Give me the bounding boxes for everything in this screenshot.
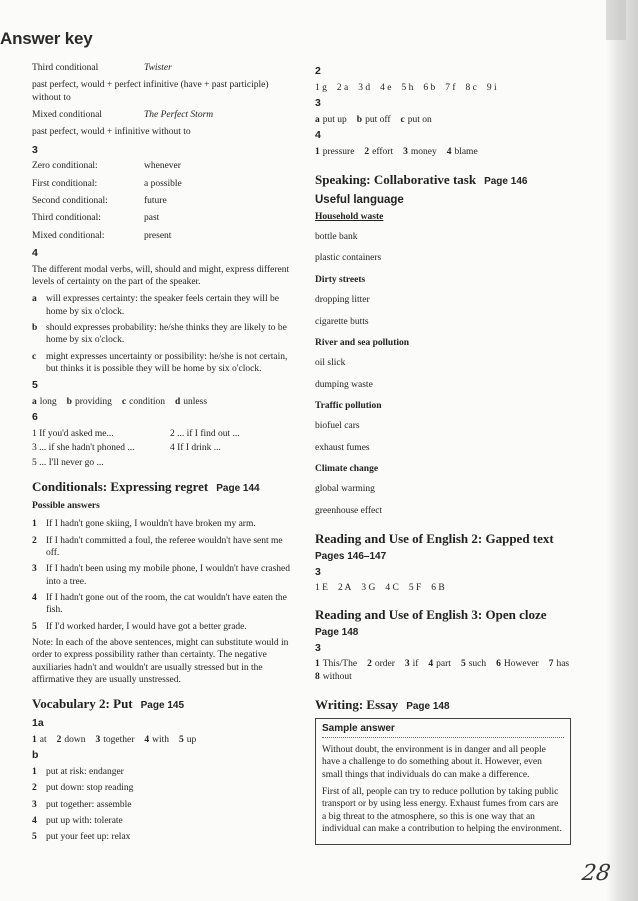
sample-paragraph: First of all, people can try to reduce pollution by taking public transport or by using less energy. Exhaust fumes from cars are a big threat to the atmosphere, so this is one way that an individual can make a contribution to helping the environment.: [322, 786, 562, 834]
list-item: [403, 146, 437, 158]
item-number: 1: [315, 146, 320, 157]
page-number: 28: [580, 861, 612, 886]
section-page: Pages 146–147: [315, 550, 387, 562]
group-heading: Climate change: [315, 463, 379, 474]
list-item: [367, 658, 395, 670]
item-number: 3: [32, 799, 37, 810]
exercise-number: 1a: [32, 717, 44, 730]
modal-intro: The different modal verbs, will, should and might, express different levels of certainty on the part of the speaker.: [32, 264, 290, 288]
item-number: 5: [460, 659, 466, 670]
answer-value: The Perfect Storm: [144, 110, 214, 121]
item-number: 3: [403, 146, 408, 157]
group-heading: Traffic pollution: [315, 400, 382, 411]
list-item: [447, 146, 478, 158]
list-item: global warming: [315, 484, 375, 495]
section-title: Conditionals: Expressing regret: [32, 479, 209, 495]
list-item: [57, 734, 86, 746]
list-item: [364, 146, 393, 158]
item-text: will expresses certainty: the speaker feels certain they will be home by six o'clock.: [46, 294, 279, 317]
section-page: Page 145: [140, 700, 185, 712]
list-item: [32, 322, 294, 347]
list-item: 1 E: [315, 583, 328, 594]
item-text: pressure: [322, 146, 355, 157]
list-item: [400, 114, 431, 126]
grammar-note: past perfect, would + infinitive without to: [32, 127, 191, 138]
item-number: 3: [404, 659, 410, 670]
exercise-number: 3: [32, 143, 38, 156]
answer-label: Zero conditional:: [32, 161, 98, 172]
item-letter: b: [32, 323, 38, 334]
section-title: Vocabulary 2: Put: [32, 696, 133, 712]
list-item: 4 C: [385, 583, 399, 594]
section-page: Page 148: [315, 626, 359, 638]
answer-row: [32, 109, 294, 121]
answer-list: [315, 82, 585, 94]
list-item: [32, 518, 294, 530]
list-item: [315, 671, 352, 683]
list-item: 7 f: [445, 82, 456, 93]
exercise-number: 2: [315, 65, 321, 77]
answer-row: [32, 195, 294, 207]
page-title: Answer key: [0, 29, 93, 48]
list-item: 5 h: [401, 82, 414, 93]
section-heading: [32, 479, 294, 496]
exercise-number: 6: [32, 411, 38, 424]
item-number: 4: [32, 593, 37, 604]
answer-label: First conditional:: [32, 178, 98, 189]
answer-label: Mixed conditional:: [32, 230, 105, 241]
item-text: without: [322, 671, 352, 682]
item-number: 3: [95, 735, 101, 746]
item-text: put your feet up: relax: [46, 832, 131, 843]
item-letter: a: [32, 294, 37, 305]
list-item: [357, 114, 391, 126]
group-heading: Dirty streets: [315, 274, 366, 285]
item-text: However: [503, 659, 539, 670]
answer-value: Twister: [144, 63, 172, 73]
item-text: together: [103, 735, 135, 746]
item-number: 1: [315, 659, 320, 670]
item-number: 2: [32, 535, 37, 546]
subheading: Useful language: [315, 193, 404, 206]
list-item: greenhouse effect: [315, 505, 383, 516]
list-item: [95, 734, 134, 746]
list-item: [549, 658, 569, 670]
list-item: 4 If I drink ...: [170, 443, 221, 454]
list-item: [32, 782, 294, 794]
item-letter: a: [315, 114, 320, 125]
list-item: [32, 621, 294, 633]
answer-value: a possible: [144, 178, 182, 189]
list-item: [32, 734, 47, 746]
item-text: If I hadn't gone skiing, I wouldn't have broken my arm.: [46, 519, 256, 530]
item-number: 1: [32, 519, 37, 530]
section-title: Reading and Use of English 2: Gapped text: [315, 530, 554, 546]
list-item: [32, 766, 294, 778]
sample-answer-heading: Sample answer: [322, 722, 564, 738]
item-number: 2: [367, 659, 372, 670]
group-heading: River and sea pollution: [315, 337, 410, 348]
list-item: oil slick: [315, 358, 346, 369]
exercise-number: 3: [315, 641, 321, 654]
item-text: If I'd worked harder, I would have got a better grade.: [46, 621, 247, 632]
list-item: [67, 396, 112, 408]
item-text: put down: stop reading: [46, 783, 134, 794]
list-item: plastic containers: [315, 253, 382, 264]
answer-value: whenever: [144, 161, 181, 172]
answer-row: [32, 212, 294, 224]
list-item: exhaust fumes: [315, 442, 370, 453]
list-item: 3 d: [358, 82, 371, 93]
item-number: 2: [364, 146, 370, 157]
list-item: biofuel cars: [315, 421, 360, 432]
item-text: such: [468, 659, 487, 670]
exercise-number: 5: [32, 379, 38, 392]
item-text: put up: [322, 114, 347, 125]
group-heading: Household waste: [315, 211, 384, 222]
item-text: This/The: [322, 659, 358, 670]
left-column: [32, 62, 294, 848]
section-heading: [315, 531, 585, 548]
list-item: 9 i: [486, 82, 497, 93]
answer-value: present: [144, 230, 172, 241]
section-page: Page 148: [406, 701, 450, 713]
list-item: 4 e: [380, 82, 392, 93]
answer-list: [315, 658, 585, 683]
answer-row: [32, 62, 294, 74]
sample-paragraph: Without doubt, the environment is in danger and all people have a challenge to do something about it. However, even small things that individuals do can make a difference.: [322, 744, 546, 780]
list-item: [179, 734, 196, 746]
item-letter: b: [66, 397, 72, 408]
item-letter: c: [121, 397, 127, 408]
item-letter: c: [32, 351, 37, 362]
item-text: unless: [183, 397, 208, 408]
answer-list: [32, 428, 294, 469]
item-text: put at risk: endanger: [46, 767, 124, 777]
item-text: part: [436, 659, 451, 670]
list-item: [461, 658, 486, 670]
item-text: blame: [454, 146, 478, 157]
item-text: put together: assemble: [46, 799, 132, 810]
item-text: put on: [407, 114, 432, 125]
section-title: Writing: Essay: [315, 697, 399, 713]
list-item: 2 a: [336, 82, 349, 93]
section-heading: [32, 696, 294, 713]
list-item: [175, 396, 207, 408]
list-item: dropping litter: [315, 295, 370, 306]
exercise-number: 4: [32, 247, 38, 260]
section-heading: [315, 697, 585, 714]
item-text: with: [152, 735, 170, 746]
item-text: put up with: tolerate: [46, 816, 123, 827]
list-item: bottle bank: [315, 232, 358, 243]
item-letter: c: [400, 114, 405, 125]
item-number: 5: [32, 832, 37, 843]
list-item: [32, 396, 57, 408]
item-text: up: [186, 735, 197, 746]
item-text: should expresses probability: he/she thinks they are likely to be home by six o'clock.: [46, 323, 287, 346]
list-item: [144, 734, 169, 746]
section-page: Page 146: [484, 175, 528, 187]
subheading: Possible answers: [32, 501, 100, 512]
section-heading: [315, 607, 585, 624]
list-item: [32, 293, 294, 318]
item-number: 1: [32, 767, 37, 777]
answer-value: future: [144, 196, 167, 207]
section-title: Reading and Use of English 3: Open cloze: [315, 606, 547, 622]
answer-value: past: [144, 213, 160, 224]
list-item: dumping waste: [315, 379, 373, 390]
item-text: long: [39, 397, 57, 408]
list-item: [32, 563, 294, 588]
answer-list: [32, 396, 294, 408]
list-item: [122, 396, 165, 408]
answer-row: [32, 178, 294, 190]
item-letter: b: [356, 114, 363, 125]
item-number: 3: [32, 564, 37, 575]
item-text: If I hadn't been using my mobile phone, I wouldn't have crashed into a tree.: [46, 564, 291, 587]
item-number: 4: [32, 816, 37, 827]
list-item: 2 ... if I find out ...: [170, 429, 240, 440]
item-number: 5: [32, 621, 37, 632]
list-item: 1 If you'd asked me...: [32, 429, 114, 440]
list-item: [32, 592, 294, 617]
item-number: 4: [144, 735, 150, 746]
grammar-note: past perfect, would + perfect infinitive (have + past participle) without to: [32, 80, 269, 103]
page-edge-mark: [606, 0, 626, 40]
item-text: providing: [74, 397, 112, 408]
exercise-number: 3: [315, 565, 321, 578]
list-item: 2 A: [337, 583, 352, 594]
item-number: 5: [179, 735, 184, 746]
answer-label: Mixed conditional: [32, 110, 102, 121]
conditional-table: [32, 160, 294, 242]
answer-label: Third conditional:: [32, 213, 101, 224]
list-item: [405, 658, 419, 670]
item-number: 2: [32, 783, 37, 794]
section-heading: [315, 172, 585, 189]
list-item: [315, 114, 347, 126]
section-title: Speaking: Collaborative task: [315, 171, 477, 187]
list-item: 3 G: [361, 583, 376, 594]
list-item: 8 c: [465, 82, 477, 93]
answer-row: [32, 160, 294, 172]
exercise-number: b: [32, 749, 39, 762]
list-item: 6 b: [423, 82, 436, 93]
list-item: 6 B: [431, 583, 445, 594]
item-letter: a: [32, 397, 37, 408]
item-text: effort: [372, 146, 394, 157]
list-item: [32, 831, 294, 843]
answer-list: [32, 734, 294, 746]
list-item: [32, 799, 294, 811]
page-edge-shadow: [606, 0, 638, 901]
item-text: money: [410, 146, 437, 157]
list-item: [428, 658, 451, 670]
item-text: order: [374, 659, 395, 670]
exercise-number: 4: [315, 128, 321, 141]
item-number: 4: [428, 659, 434, 670]
answer-list: [315, 146, 585, 158]
item-text: If I hadn't committed a foul, the referee wouldn't have sent me off.: [46, 535, 283, 559]
item-number: 2: [56, 735, 62, 746]
list-item: 5 F: [408, 583, 422, 594]
list-item: [32, 351, 294, 376]
item-number: 7: [548, 659, 554, 670]
item-text: If I hadn't gone out of the room, the cat wouldn't have eaten the fish.: [46, 593, 287, 616]
list-item: [315, 658, 357, 670]
item-text: down: [64, 735, 86, 746]
list-item: [496, 658, 539, 670]
item-text: at: [39, 735, 47, 746]
answer-list: [315, 582, 585, 594]
sample-answer-box: [315, 718, 571, 845]
item-number: 6: [496, 659, 501, 670]
answer-label: Third conditional: [32, 63, 99, 73]
list-item: [32, 535, 294, 560]
section-page: Page 144: [216, 483, 260, 495]
answer-label: Second conditional:: [32, 196, 108, 207]
item-text: condition: [129, 397, 165, 408]
item-letter: d: [175, 397, 181, 408]
item-text: might expresses uncertainty or possibility: he/she is not certain, but thinks it is possible they will be home by six o'clock.: [46, 351, 288, 375]
list-item: 5 ... I'll never go ...: [32, 457, 104, 468]
list-item: 3 ... if she hadn't phoned ...: [32, 443, 135, 454]
item-number: 1: [32, 735, 37, 746]
note-text: Note: In each of the above sentences, might can substitute would in order to express possibility rather than certainty. The negative auxiliaries hadn't and wouldn't are usually stressed but in the affirmative they are usually unstressed.: [32, 638, 289, 686]
item-number: 8: [315, 671, 320, 682]
right-column: [315, 62, 585, 845]
answer-list: [315, 114, 585, 126]
list-item: cigarette butts: [315, 316, 369, 327]
exercise-number: 3: [315, 96, 321, 109]
item-text: put off: [365, 114, 391, 125]
list-item: 1 g: [315, 82, 327, 93]
item-number: 4: [446, 146, 452, 157]
item-text: if: [412, 659, 419, 670]
list-item: [32, 815, 294, 827]
answer-row: [32, 230, 294, 242]
list-item: [315, 146, 354, 158]
item-text: has: [556, 659, 570, 670]
